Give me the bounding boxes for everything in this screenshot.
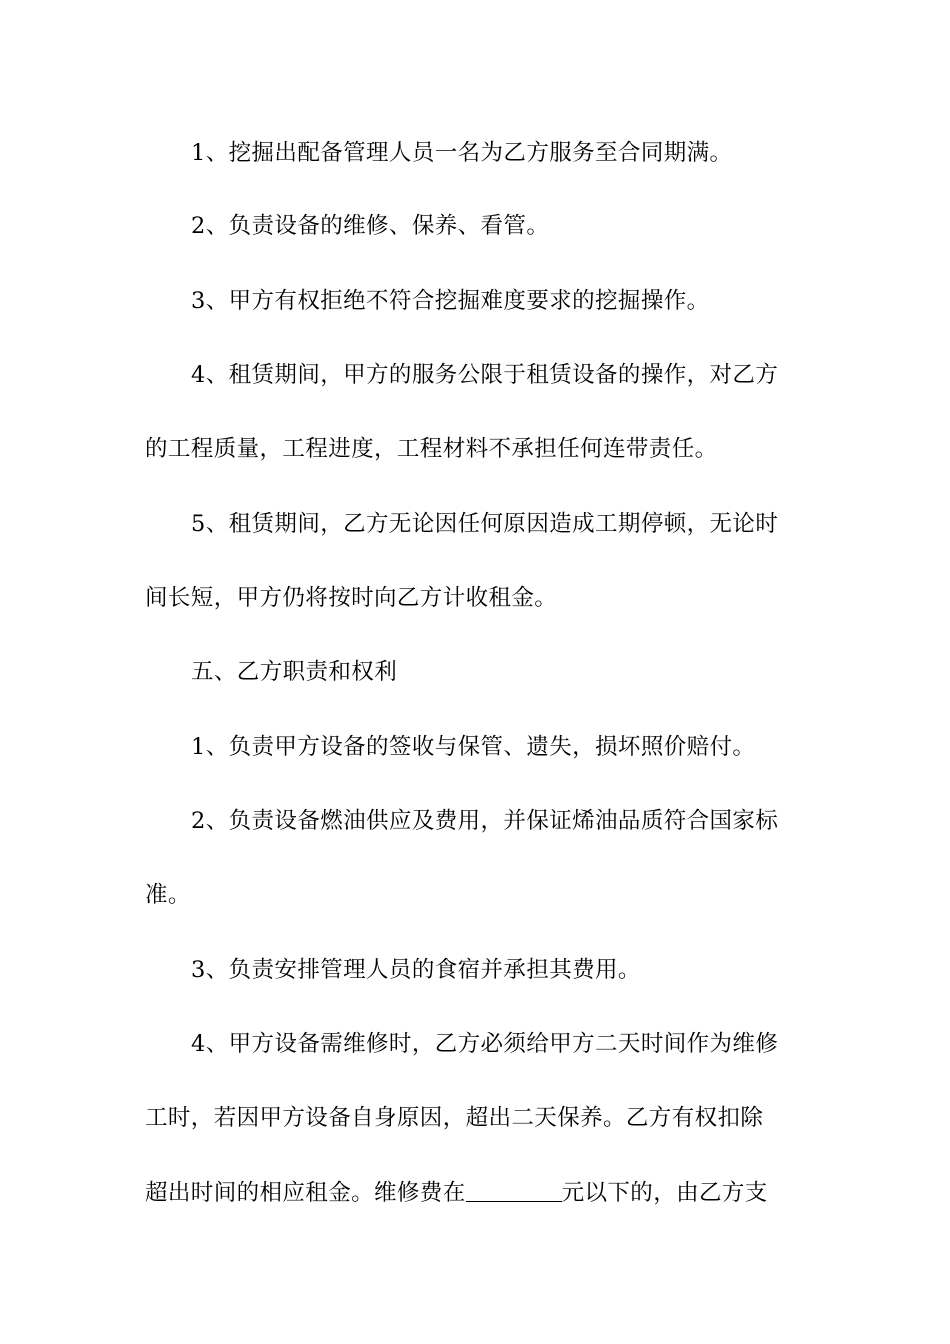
paragraph-line: 3、甲方有权拒绝不符合挖掘难度要求的挖掘操作。 xyxy=(191,288,710,314)
paragraph-line: 4、租赁期间，甲方的服务公限于租赁设备的操作，对乙方 xyxy=(191,362,779,388)
paragraph-line: 间长短，甲方仍将按时向乙方计收租金。 xyxy=(145,585,558,611)
section-heading: 五、乙方职责和权利 xyxy=(191,659,398,685)
fill-in-blank xyxy=(466,1179,562,1202)
line-text-after-blank: 元以下的，由乙方支 xyxy=(561,1180,768,1206)
paragraph-line: 的工程质量，工程进度，工程材料不承担任何连带责任。 xyxy=(145,436,718,462)
paragraph-line: 2、负责设备燃油供应及费用，并保证烯油品质符合国家标 xyxy=(191,808,779,834)
paragraph-line: 3、负责安排管理人员的食宿并承担其费用。 xyxy=(191,957,641,983)
paragraph-line: 1、负责甲方设备的签收与保管、遗失，损坏照价赔付。 xyxy=(191,734,756,760)
line-text-before-blank: 超出时间的相应租金。维修费在 xyxy=(145,1180,466,1206)
paragraph-line: 工时，若因甲方设备自身原因，超出二天保养。乙方有权扣除 xyxy=(145,1105,764,1131)
paragraph-line-with-blank xyxy=(145,1178,815,1208)
paragraph-line: 1、挖掘出配备管理人员一名为乙方服务至合同期满。 xyxy=(191,140,733,166)
paragraph-line: 5、租赁期间，乙方无论因任何原因造成工期停顿，无论时 xyxy=(191,511,779,537)
paragraph-line: 准。 xyxy=(145,882,191,908)
paragraph-line: 2、负责设备的维修、保养、看管。 xyxy=(191,213,550,239)
paragraph-line: 4、甲方设备需维修时，乙方必须给甲方二天时间作为维修 xyxy=(191,1031,779,1057)
